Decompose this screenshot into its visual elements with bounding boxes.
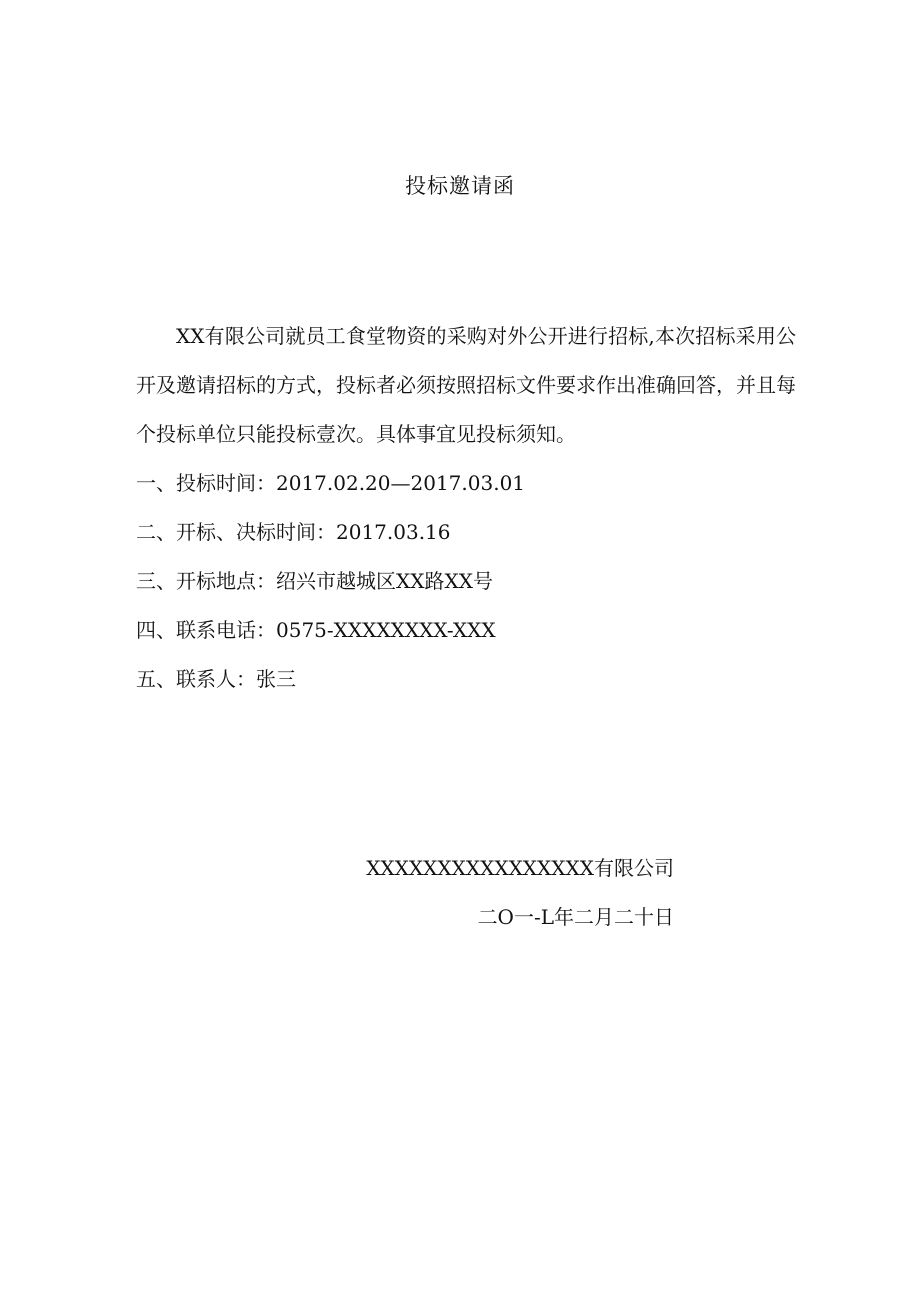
document-body — [136, 312, 796, 704]
document-title: 投标邀请函 — [405, 174, 515, 198]
intro-paragraph: XX有限公司就员工食堂物资的采购对外公开进行招标,本次招标采用公开及邀请招标的方式，投标者必须按照招标文件要求作出准确回答，并且每个投标单位只能投标壹次。具体事宜见投标须知。 — [136, 324, 796, 446]
item-contact-person: 五、联系人：张三 — [136, 667, 296, 691]
item-opening-location: 三、开标地点：绍兴市越城区XX路XX号 — [136, 569, 493, 593]
signature-company: XXXXXXXXXXXXXXXX有限公司 — [366, 856, 674, 880]
item-bid-time: 一、投标时间：2017.02.20—2017.03.01 — [136, 471, 526, 495]
signature-date: 二O一-L年二月二十日 — [477, 905, 674, 929]
item-contact-phone: 四、联系电话：0575-XXXXXXXX-XXX — [136, 618, 496, 642]
signature-block — [0, 844, 674, 942]
item-opening-decision-time: 二、开标、决标时间：2017.03.16 — [136, 520, 451, 544]
